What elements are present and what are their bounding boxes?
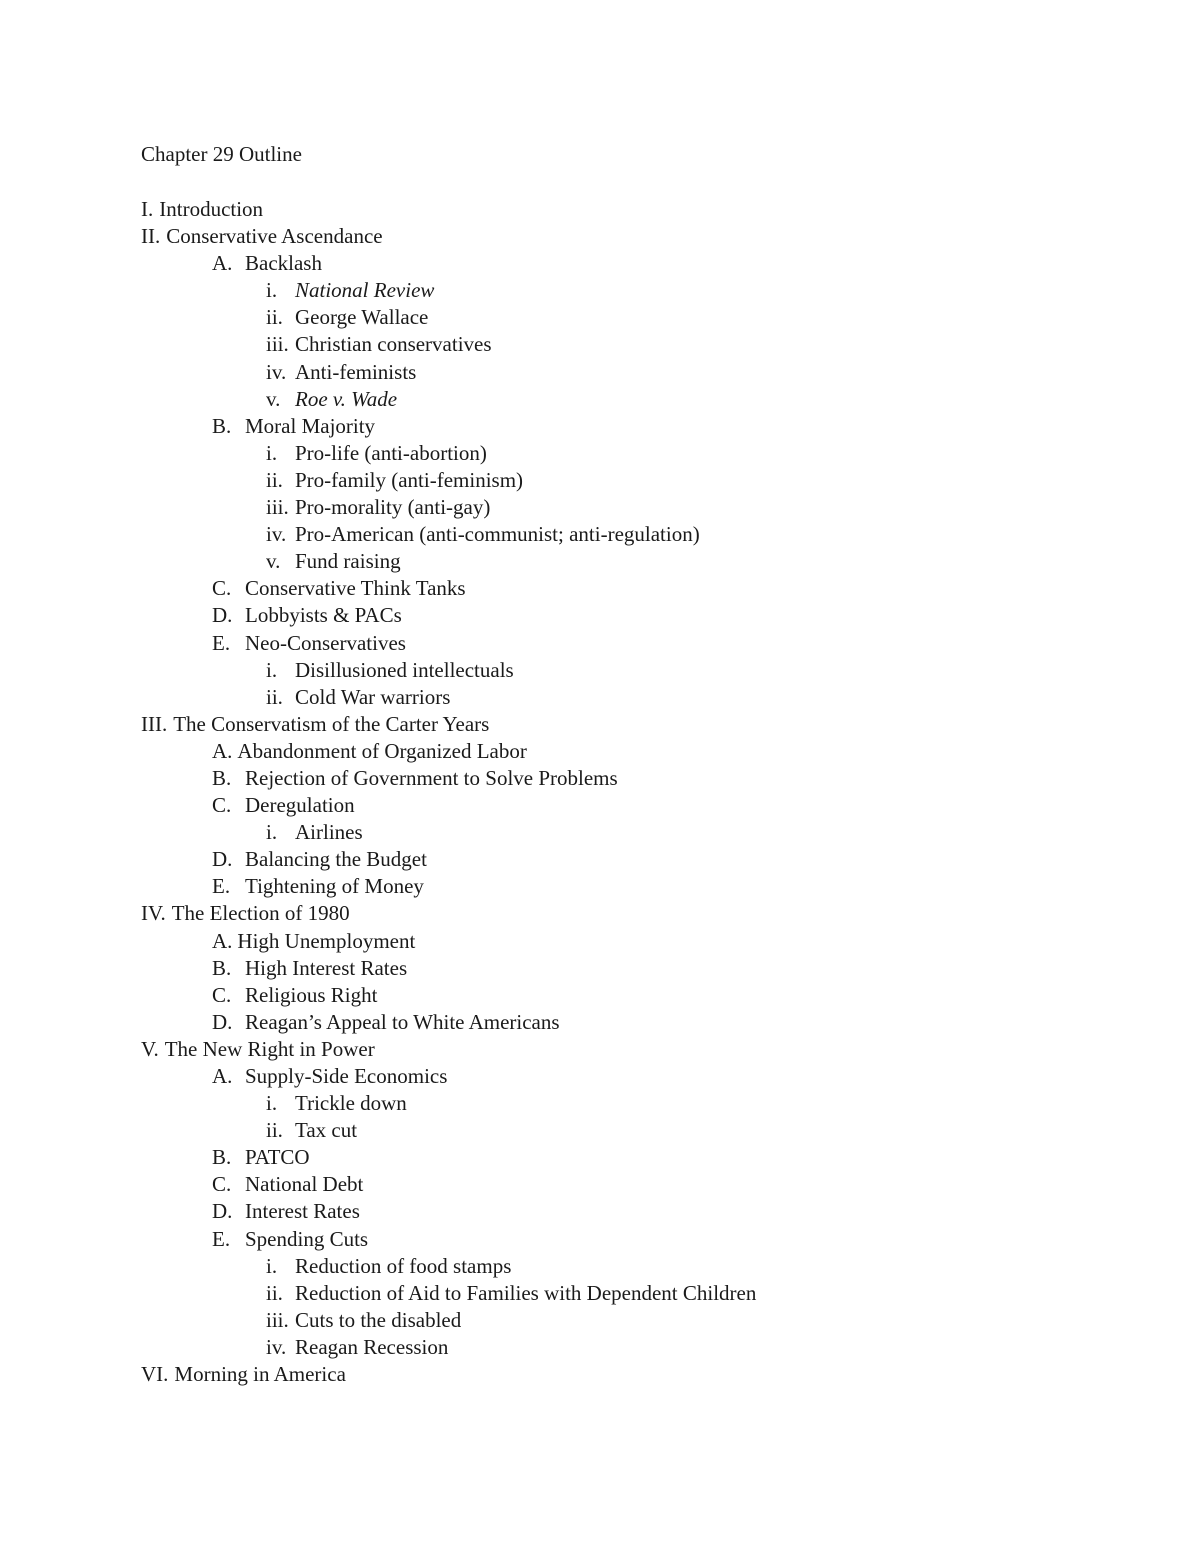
outline-item-level-3 [0, 277, 1200, 304]
outline-item-number: A. [212, 928, 233, 953]
outline-item-text: Cold War warriors [295, 684, 451, 709]
outline-item-number: B. [212, 765, 232, 790]
outline-item-text: Neo-Conservatives [245, 630, 406, 655]
outline-item-number: iv. [266, 522, 287, 547]
outline-item-level-2 [0, 928, 1200, 955]
outline-item-number: i. [266, 1091, 278, 1116]
outline-item-text: The Conservatism of the Carter Years [173, 711, 490, 736]
outline-item-text: Supply-Side Economics [245, 1064, 448, 1088]
outline-item-text: The Election of 1980 [171, 901, 350, 926]
outline-item-text: High Unemployment [237, 928, 416, 953]
outline-item-text: Moral Majority [245, 413, 376, 438]
outline-item-text: Morning in America [174, 1362, 346, 1387]
outline-item-text: Pro-American (anti-communist; anti-regulation) [295, 522, 700, 547]
outline-item-level-3 [0, 386, 1200, 413]
outline-item-level-1 [0, 900, 1200, 927]
outline-item-text: The New Right in Power [164, 1036, 375, 1061]
outline-item-text: Roe v. Wade [295, 386, 398, 411]
outline-item-text: Conservative Ascendance [166, 224, 383, 249]
outline-item-number: A. [212, 251, 233, 276]
outline-item-text: Christian conservatives [295, 332, 492, 357]
outline-item-number: E. [212, 630, 231, 655]
outline-item-number: i. [266, 278, 278, 303]
outline-item-level-1 [0, 1361, 1200, 1388]
outline-item-text: Pro-morality (anti-gay) [295, 495, 491, 520]
outline-item-text: Tightening of Money [245, 874, 424, 899]
outline-item-level-3 [0, 494, 1200, 521]
outline-item-level-2 [0, 873, 1200, 900]
outline-item-number: iv. [266, 1334, 287, 1359]
outline-item-number: D. [212, 1199, 233, 1224]
outline-item-number: II. [141, 224, 161, 249]
outline-item-level-2 [0, 738, 1200, 765]
outline-item-text: Deregulation [245, 793, 355, 818]
outline-item-text: Religious Right [245, 982, 378, 1007]
outline-item-level-3 [0, 331, 1200, 358]
outline-item-number: ii. [266, 305, 283, 330]
outline-item-level-3 [0, 521, 1200, 548]
outline-item-number: iii. [266, 495, 289, 520]
outline-item-level-3 [0, 1307, 1200, 1334]
outline-item-text: Cuts to the disabled [295, 1307, 462, 1332]
outline-item-number: C. [212, 1172, 232, 1197]
outline-item-level-3 [0, 657, 1200, 684]
outline-item-number: ii. [266, 467, 283, 492]
outline-item-text: National Review [295, 278, 435, 303]
document-title: Chapter 29 Outline [141, 142, 302, 166]
outline-item-text: Trickle down [295, 1091, 407, 1116]
outline-item-number: C. [212, 576, 232, 601]
outline-item-level-1 [0, 1036, 1200, 1063]
outline-item-level-3 [0, 359, 1200, 386]
outline-item-number: D. [212, 1009, 233, 1034]
outline-item-number: i. [266, 820, 278, 845]
outline-item-level-2 [0, 765, 1200, 792]
outline-item-number: C. [212, 793, 232, 818]
outline-item-text: Rejection of Government to Solve Problems [245, 765, 618, 790]
outline-item-number: i. [266, 1253, 278, 1278]
outline-item-text: Tax cut [295, 1118, 358, 1143]
outline-item-level-2 [0, 792, 1200, 819]
outline-item-number: A. [212, 1064, 233, 1088]
outline-item-number: iii. [266, 1307, 289, 1332]
outline-item-number: VI. [141, 1362, 169, 1387]
outline-item-number: B. [212, 1145, 232, 1170]
outline-item-text: Reduction of food stamps [295, 1253, 512, 1278]
outline-item-level-2 [0, 982, 1200, 1009]
outline-item-number: IV. [141, 901, 166, 926]
outline-item-number: III. [141, 711, 168, 736]
outline-item-number: ii. [266, 1280, 283, 1305]
outline-item-number: iii. [266, 332, 289, 357]
outline-item-text: Airlines [295, 820, 363, 845]
outline-item-text: Introduction [159, 197, 264, 221]
outline-item-text: Spending Cuts [245, 1226, 369, 1251]
outline-item-level-2 [0, 955, 1200, 982]
outline-item-level-3 [0, 819, 1200, 846]
outline-item-number: D. [212, 603, 233, 628]
outline-item-text: National Debt [245, 1172, 364, 1197]
outline-item-text: Reagan’s Appeal to White Americans [245, 1009, 560, 1034]
outline-item-level-2 [0, 602, 1200, 629]
outline-item-level-2 [0, 846, 1200, 873]
outline-item-text: Fund raising [295, 549, 401, 574]
outline-item-number: A. [212, 738, 233, 763]
outline-item-text: Pro-family (anti-feminism) [295, 467, 524, 492]
outline-item-text: High Interest Rates [245, 955, 408, 980]
outline-item-level-2 [0, 1009, 1200, 1036]
outline-item-text: Interest Rates [245, 1199, 360, 1224]
outline-item-level-2 [0, 575, 1200, 602]
outline-item-text: Reagan Recession [295, 1334, 449, 1359]
outline-item-text: Anti-feminists [295, 359, 417, 384]
outline-item-level-3 [0, 304, 1200, 331]
outline-list [0, 196, 1200, 1388]
outline-item-number: V. [141, 1036, 159, 1061]
outline-item-text: Disillusioned intellectuals [295, 657, 514, 682]
outline-item-level-3 [0, 1253, 1200, 1280]
outline-item-text: Conservative Think Tanks [245, 576, 466, 601]
outline-item-number: v. [266, 386, 281, 411]
outline-item-number: E. [212, 1226, 231, 1251]
outline-item-text: Pro-life (anti-abortion) [295, 440, 487, 465]
outline-item-level-2 [0, 1226, 1200, 1253]
outline-item-text: Balancing the Budget [245, 847, 427, 872]
outline-item-level-3 [0, 684, 1200, 711]
outline-item-level-3 [0, 467, 1200, 494]
outline-item-number: D. [212, 847, 233, 872]
outline-item-number: I. [141, 197, 154, 221]
outline-item-text: Lobbyists & PACs [245, 603, 402, 628]
outline-item-level-1 [0, 196, 1200, 223]
outline-item-number: iv. [266, 359, 287, 384]
outline-item-level-2 [0, 1198, 1200, 1225]
outline-item-number: i. [266, 657, 278, 682]
outline-item-level-3 [0, 440, 1200, 467]
outline-item-level-3 [0, 1117, 1200, 1144]
outline-item-level-2 [0, 630, 1200, 657]
outline-item-level-1 [0, 711, 1200, 738]
outline-item-number: v. [266, 549, 281, 574]
outline-item-number: ii. [266, 684, 283, 709]
outline-item-level-2 [0, 1063, 1200, 1090]
outline-item-number: B. [212, 413, 232, 438]
outline-item-level-2 [0, 413, 1200, 440]
outline-item-level-3 [0, 1280, 1200, 1307]
outline-item-text: PATCO [245, 1145, 310, 1170]
outline-item-number: ii. [266, 1118, 283, 1143]
outline-item-text: Abandonment of Organized Labor [237, 738, 527, 763]
outline-item-text: Reduction of Aid to Families with Dependent Children [295, 1280, 757, 1305]
outline-item-level-3 [0, 548, 1200, 575]
outline-item-text: George Wallace [295, 305, 429, 330]
outline-item-number: B. [212, 955, 232, 980]
outline-item-number: E. [212, 874, 231, 899]
outline-item-level-3 [0, 1334, 1200, 1361]
outline-item-level-2 [0, 250, 1200, 277]
outline-item-number: i. [266, 440, 278, 465]
outline-item-level-1 [0, 223, 1200, 250]
outline-item-number: C. [212, 982, 232, 1007]
outline-item-level-2 [0, 1144, 1200, 1171]
outline-item-level-2 [0, 1171, 1200, 1198]
outline-item-level-3 [0, 1090, 1200, 1117]
outline-item-text: Backlash [245, 251, 322, 276]
